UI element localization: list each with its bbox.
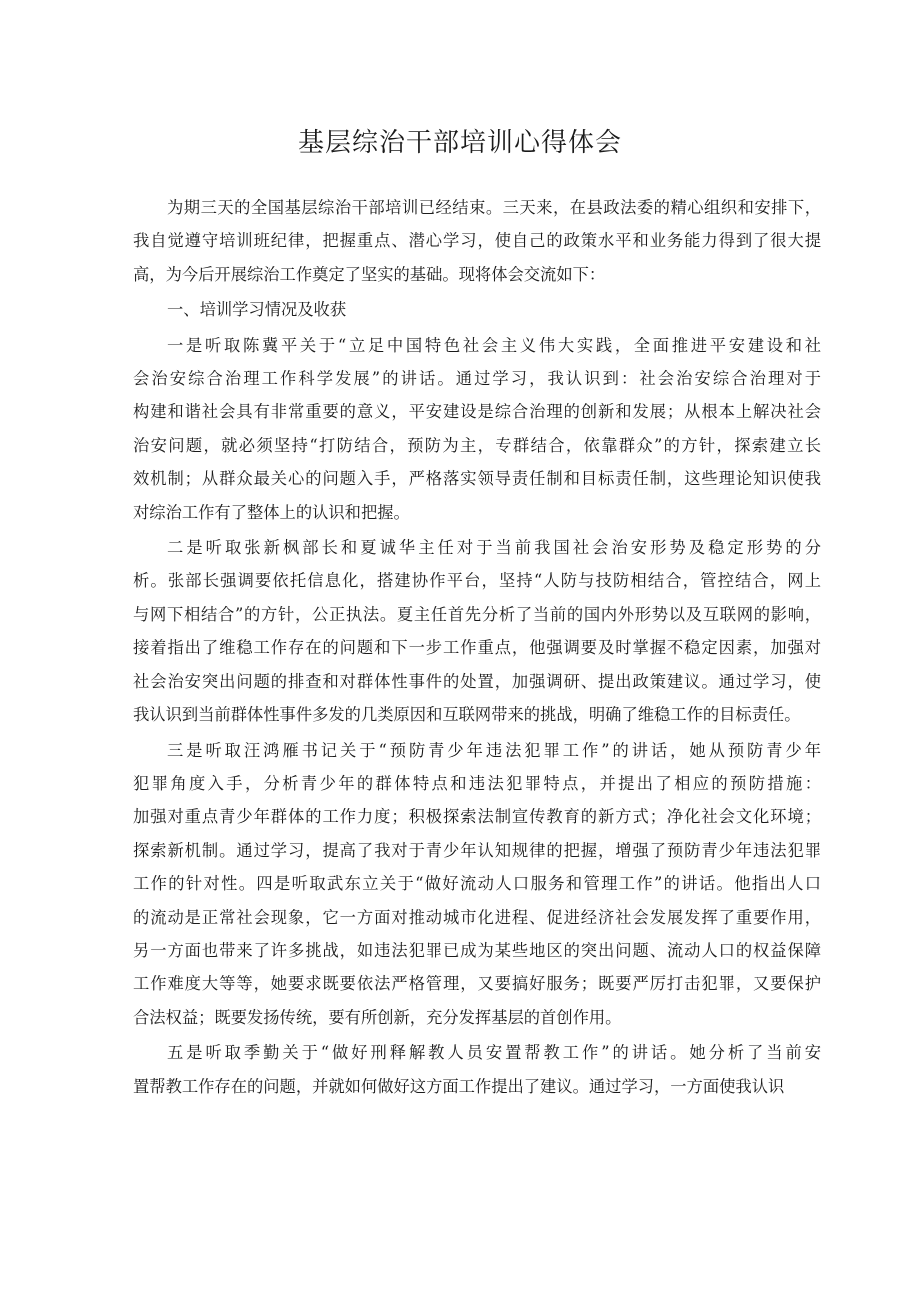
- paragraph-line: 工作的针对性。四是听取武东立关于“做好流动人口服务和管理工作”的讲话。他指出人口: [133, 874, 821, 894]
- paragraph-line: 一是听取陈冀平关于“立足中国特色社会主义伟大实践，全面推进平安建设和社: [167, 335, 821, 355]
- paragraph-line: 一、培训学习情况及收获: [167, 300, 347, 320]
- document-body: [133, 191, 821, 1103]
- paragraph-line: 析。张部长强调要依托信息化，搭建协作平台，坚持“人防与技防相结合，管控结合，网上: [133, 571, 821, 591]
- paragraph-line: 构建和谐社会具有非常重要的意义，平安建设是综合治理的创新和发展；从根本上解决社会: [133, 402, 821, 422]
- paragraph-line: 与网下相结合”的方针，公正执法。夏主任首先分析了当前的国内外形势以及互联网的影响，: [133, 604, 821, 624]
- paragraph-line: 接着指出了维稳工作存在的问题和下一步工作重点，他强调要及时掌握不稳定因素，加强对: [133, 638, 821, 658]
- paragraph-line: 加强对重点青少年群体的工作力度；积极探索法制宣传教育的新方式；净化社会文化环境；: [133, 807, 821, 827]
- paragraph-line: 我认识到当前群体性事件多发的几类原因和互联网带来的挑战，明确了维稳工作的目标责任。: [133, 705, 801, 725]
- paragraph-line: 五是听取季勤关于“做好刑释解教人员安置帮教工作”的讲话。她分析了当前安: [167, 1043, 821, 1063]
- paragraph-line: 效机制；从群众最关心的问题入手，严格落实领导责任制和目标责任制，这些理论知识使我: [133, 469, 821, 489]
- paragraph-line: 我自觉遵守培训班纪律，把握重点、潜心学习，使自己的政策水平和业务能力得到了很大提: [133, 231, 821, 251]
- paragraph-line: 三是听取汪鸿雁书记关于“预防青少年违法犯罪工作”的讲话，她从预防青少年: [167, 740, 821, 760]
- paragraph-line: 社会治安突出问题的排查和对群体性事件的处置，加强调研、提出政策建议。通过学习，使: [133, 671, 821, 691]
- paragraph: [133, 734, 821, 1035]
- paragraph: [133, 329, 821, 529]
- paragraph-line: 另一方面也带来了许多挑战，如违法犯罪已成为某些地区的突出问题、流动人口的权益保障: [133, 940, 821, 960]
- paragraph-line: 二是听取张新枫部长和夏诚华主任对于当前我国社会治安形势及稳定形势的分: [167, 538, 821, 558]
- paragraph-line: 置帮教工作存在的问题，并就如何做好这方面工作提出了建议。通过学习，一方面使我认识: [133, 1076, 785, 1096]
- paragraph-line: 合法权益；既要发扬传统，要有所创新，充分发挥基层的首创作用。: [133, 1007, 622, 1027]
- paragraph: [133, 293, 821, 326]
- paragraph-line: 会治安综合治理工作科学发展”的讲话。通过学习，我认识到：社会治安综合治理对于: [133, 369, 821, 389]
- paragraph: [133, 531, 821, 731]
- paragraph-line: 探索新机制。通过学习，提高了我对于青少年认知规律的把握，增强了预防青少年违法犯罪: [133, 840, 821, 860]
- paragraph: [133, 1036, 821, 1103]
- document-title: 基层综治干部培训心得体会: [297, 128, 622, 158]
- paragraph-line: 高，为今后开展综治工作奠定了坚实的基础。现将体会交流如下：: [133, 264, 606, 284]
- paragraph-line: 的流动是正常社会现象，它一方面对推动城市化进程、促进经济社会发展发挥了重要作用，: [133, 907, 821, 927]
- paragraph-line: 为期三天的全国基层综治干部培训已经结束。三天来，在县政法委的精心组织和安排下，: [167, 198, 821, 217]
- paragraph-line: 对综治工作有了整体上的认识和把握。: [133, 502, 410, 522]
- paragraph-line: 犯罪角度入手，分析青少年的群体特点和违法犯罪特点，并提出了相应的预防措施：: [133, 773, 821, 793]
- paragraph-line: 治安问题，就必须坚持“打防结合，预防为主，专群结合，依靠群众”的方针，探索建立长: [133, 435, 821, 455]
- paragraph: [133, 191, 821, 291]
- paragraph-line: 工作难度大等等，她要求既要依法严格管理，又要搞好服务；既要严厉打击犯罪，又要保护: [133, 974, 821, 994]
